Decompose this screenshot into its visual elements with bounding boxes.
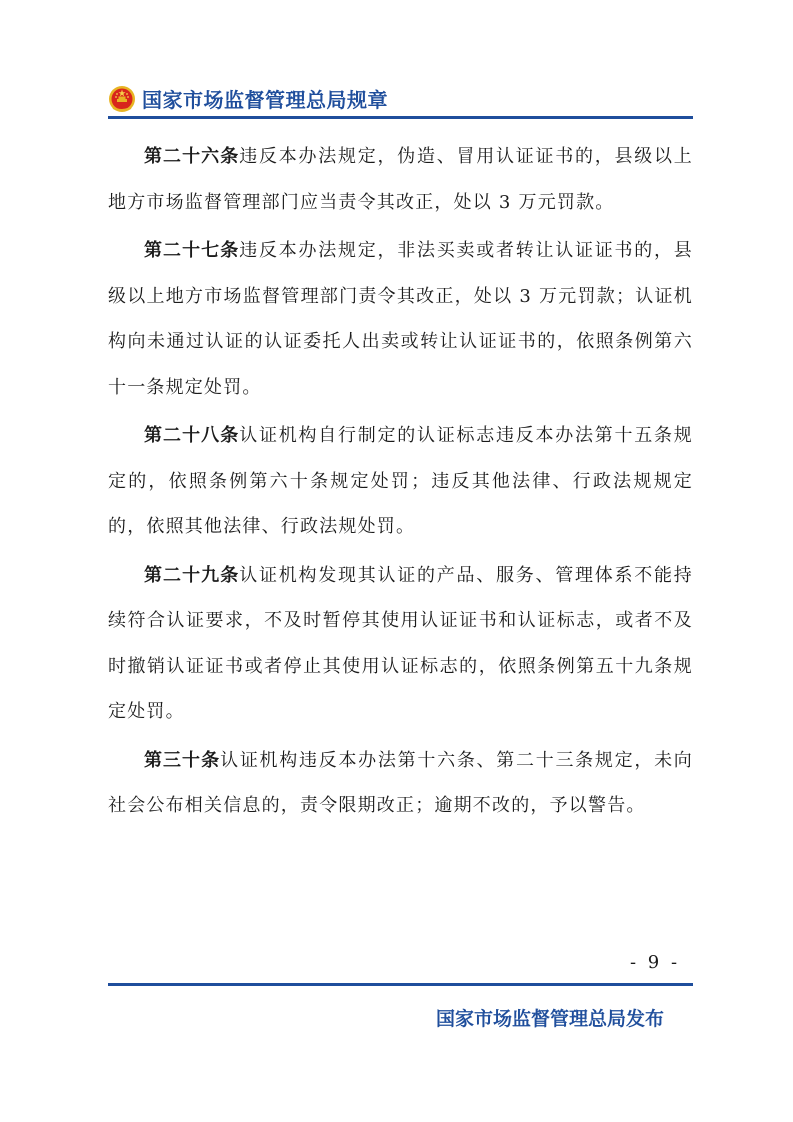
document-header	[108, 84, 388, 113]
article-label: 第二十八条	[144, 425, 240, 446]
article-28	[108, 413, 693, 550]
footer-publisher: 国家市场监督管理总局发布	[436, 1008, 665, 1030]
article-text: 认证机构发现其认证的产品、服务、管理体系不能持续符合认证要求，不及时暂停其使用认证证书和认证标志，或者不及时撤销认证证书或者停止其使用认证标志的，依照条例第五十九条规定处罚。	[108, 564, 693, 722]
article-text: 违反本办法规定，非法买卖或者转让认证证书的，县级以上地方市场监督管理部门责令其改正，处以 3 万元罚款；认证机构向未通过认证的认证委托人出卖或转让认证证书的，依照条例第六十一条规定处罚。	[108, 240, 693, 398]
article-text: 违反本办法规定，伪造、冒用认证证书的，县级以上地方市场监督管理部门应当责令其改正，处以 3 万元罚款。	[108, 146, 693, 213]
article-label: 第三十条	[144, 749, 221, 771]
article-text: 认证机构违反本办法第十六条、第二十三条规定，未向社会公布相关信息的，责令限期改正；逾期不改的，予以警告。	[108, 749, 693, 816]
national-emblem-icon	[108, 85, 136, 113]
article-29	[108, 553, 693, 735]
document-body	[108, 134, 693, 832]
article-label: 第二十七条	[144, 240, 240, 261]
article-label: 第二十九条	[144, 564, 240, 586]
article-text: 认证机构自行制定的认证标志违反本办法第十五条规定的，依照条例第六十条规定处罚；违反其他法律、行政法规规定的，依照其他法律、行政法规处罚。	[108, 425, 693, 537]
article-30	[108, 738, 693, 829]
footer-divider	[108, 983, 693, 986]
header-title: 国家市场监督管理总局规章	[142, 88, 388, 112]
page-number: - 9 -	[630, 952, 681, 973]
article-label: 第二十六条	[144, 146, 240, 167]
header-divider	[108, 116, 693, 119]
article-27	[108, 228, 693, 410]
article-26	[108, 134, 693, 225]
